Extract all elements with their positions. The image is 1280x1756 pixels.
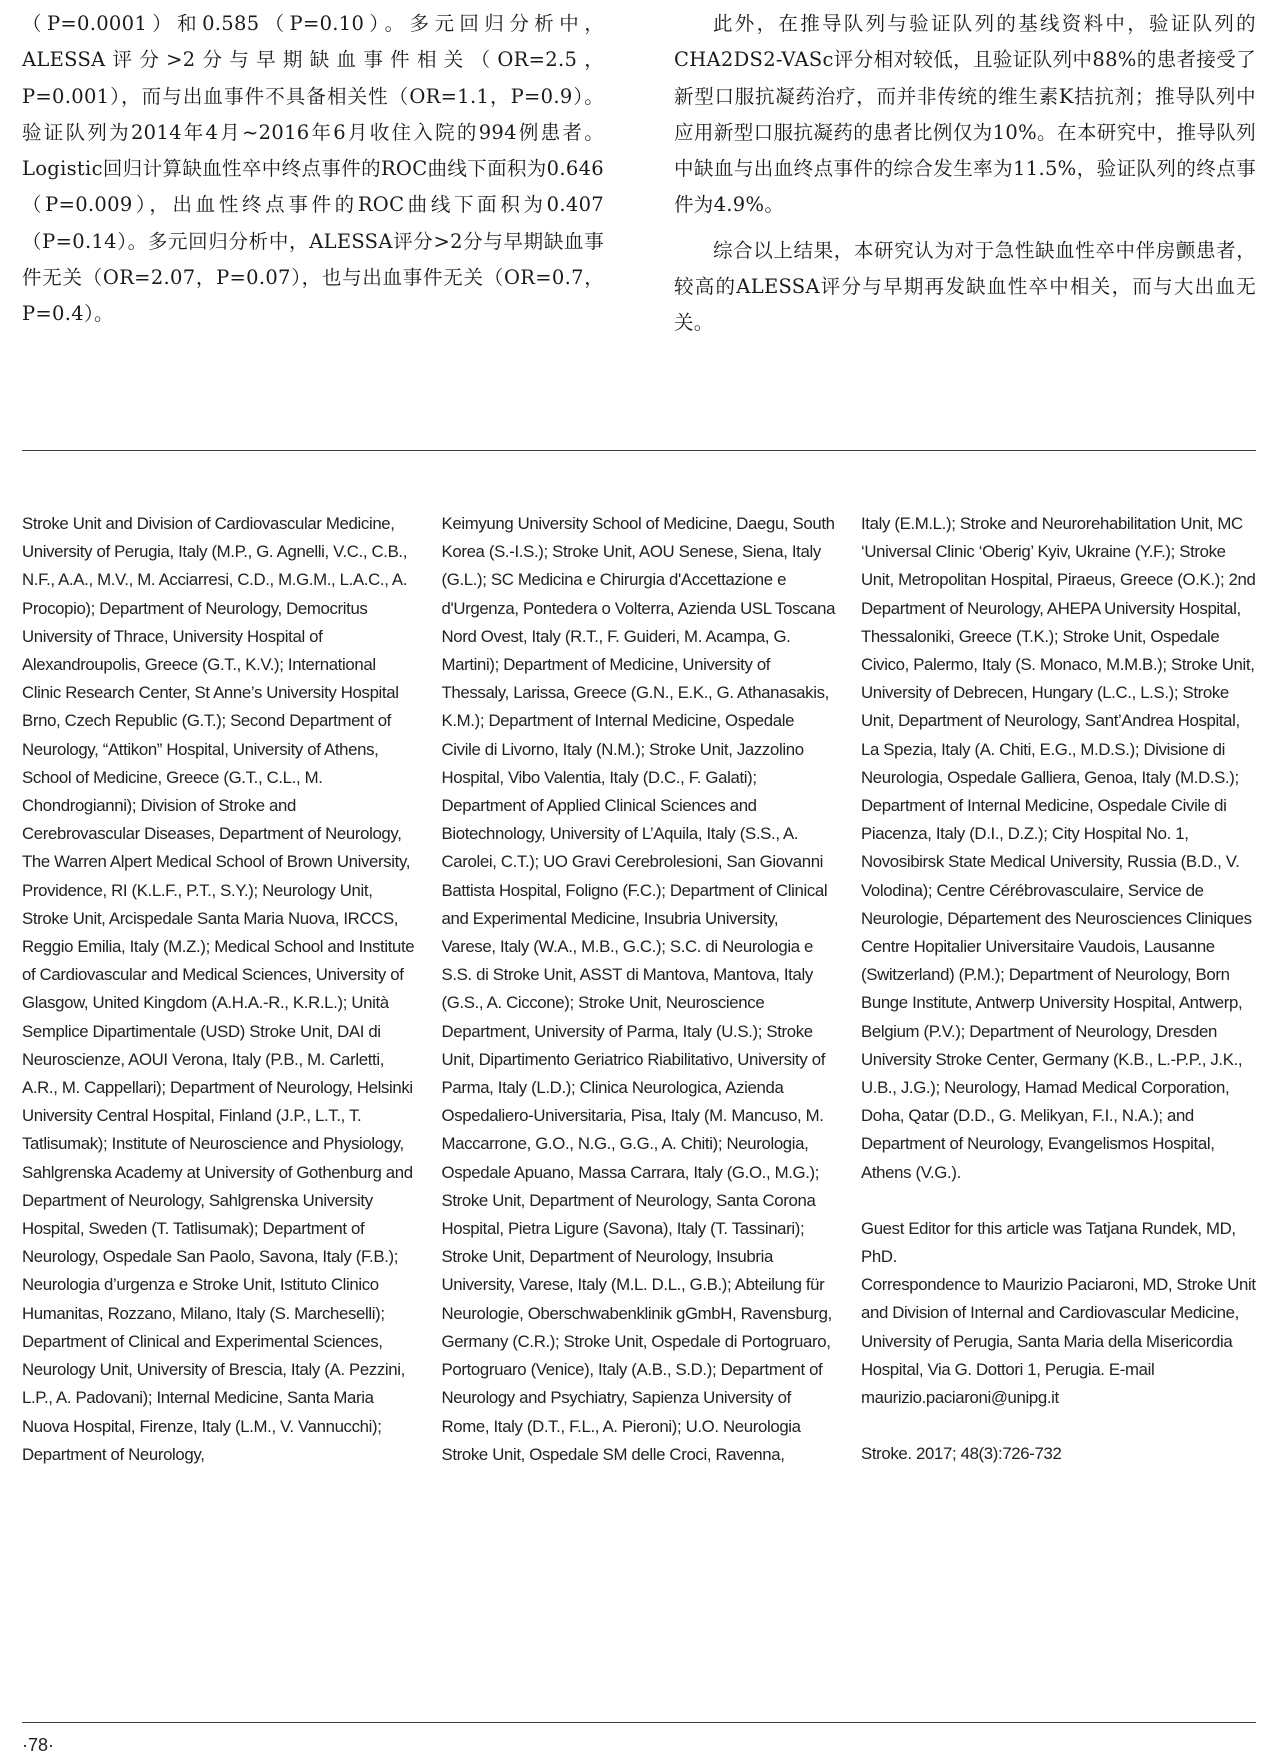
affiliations-column-3 bbox=[861, 510, 1256, 1469]
affiliation-text: Keimyung University School of Medicine, Daegu, South Korea (S.-I.S.); Stroke Unit, AOU Senese, Siena, Italy (G.L.); SC Medicina e Chirurgia d'Accettazione e d'Urgenza, Pontedera o Volterra, Azienda USL Toscana Nord Ovest, Italy (R.T., F. Guideri, M. Acampa, G. Martini); Department of Medicine, University of Thessaly, Larissa, Greece (G.N., E.K., G. Athanasakis, K.M.); Department of Internal Medicine, Ospedale Civile di Livorno, Italy (N.M.); Stroke Unit, Jazzolino Hospital, Vibo Valentia, Italy (D.C., F. Galati); Department of Applied Clinical Sciences and Biotechnology, University of L’Aquila, Italy (S.S., A. Carolei, C.T.); UO Gravi Cerebrolesioni, San Giovanni Battista Hospital, Foligno (F.C.); Department of Clinical and Experimental Medicine, Insubria University, Varese, Italy (W.A., M.B., G.C.); S.C. di Neurologia e S.S. di Stroke Unit, ASST di Mantova, Mantova, Italy (G.S., A. Ciccone); Stroke Unit, Neuroscience Department, University of Parma, Italy (U.S.); Stroke Unit, Dipartimento Geriatrico Riabilitativo, University of Parma, Italy (L.D.); Clinica Neurologica, Azienda Ospedaliero-Universitaria, Pisa, Italy (M. Mancuso, M. Maccarrone, G.O., N.G., G.G., A. Chiti); Neurologia, Ospedale Apuano, Massa Carrara, Italy (G.O., M.G.); Stroke Unit, Department of Neurology, Santa Corona Hospital, Pietra Ligure (Savona), Italy (T. Tassinari); Stroke Unit, Department of Neurology, Insubria University, Varese, Italy (M.L. D.L., G.B.); Abteilung für Neurologie, Oberschwabenklinik gGmbH, Ravensburg, Germany (C.R.); Stroke Unit, Ospedale di Portogruaro, Portogruaro (Venice), Italy (A.B., S.D.); Department of Neurology and Psychiatry, Sapienza University of Rome, Italy (D.T., F.L., A. Pieroni); U.O. Neurologia Stroke Unit, Ospedale SM delle Croci, Ravenna, bbox=[441, 514, 836, 1464]
section-divider bbox=[22, 450, 1256, 451]
chinese-right-column bbox=[674, 6, 1256, 342]
affiliation-text: Italy (E.M.L.); Stroke and Neurorehabilitation Unit, MC ‘Universal Clinic ‘Oberig’ Kyiv, Ukraine (Y.F.); Stroke Unit, Metropolitan Hospital, Piraeus, Greece (O.K.); 2nd Department of Neurology, AHEPA University Hospital, Thessaloniki, Greece (T.K.); Stroke Unit, Ospedale Civico, Palermo, Italy (S. Monaco, M.M.B.); Stroke Unit, University of Debrecen, Hungary (L.C., L.S.); Stroke Unit, Department of Neurology, Sant’Andrea Hospital, La Spezia, Italy (A. Chiti, E.G., M.D.S.); Divisione di Neurologia, Ospedale Galliera, Genoa, Italy (M.D.S.); Department of Internal Medicine, Ospedale Civile di Piacenza, Italy (D.I., D.Z.); City Hospital No. 1, Novosibirsk State Medical University, Russia (B.D., V. Volodina); Centre Cérébrovasculaire, Service de Neurologie, Département des Neurosciences Cliniques Centre Hopitalier Universitaire Vaudois, Lausanne (Switzerland) (P.M.); Department of Neurology, Born Bunge Institute, Antwerp University Hospital, Antwerp, Belgium (P.V.); Department of Neurology, Dresden University Stroke Center, Germany (K.B., L.-P.P., J.K., U.B., J.G.); Neurology, Hamad Medical Corporation, Doha, Qatar (D.D., G. Melikyan, F.I., N.A.); and Department of Neurology, Evangelismos Hospital, Athens (V.G.). bbox=[861, 514, 1256, 1182]
chinese-paragraph: 此外，在推导队列与验证队列的基线资料中，验证队列的CHA2DS2-VASc评分相对较低，且验证队列中88%的患者接受了新型口服抗凝药治疗，而并非传统的维生素K拮抗剂；推导队列中应用新型口服抗凝药的患者比例仅为10%。在本研究中，推导队列中缺血与出血终点事件的综合发生率为11.5%，验证队列的终点事件为4.9%。 bbox=[674, 12, 1256, 217]
affiliations-block bbox=[22, 510, 1256, 1469]
affiliations-column-1 bbox=[22, 510, 417, 1469]
guest-editor-note: Guest Editor for this article was Tatjana Rundek, MD, PhD. bbox=[861, 1218, 1236, 1267]
citation: Stroke. 2017; 48(3):726-732 bbox=[861, 1444, 1062, 1464]
footer-divider bbox=[22, 1722, 1256, 1723]
correspondence-note: Correspondence to Maurizio Paciaroni, MD, Stroke Unit and Division of Internal and Cardiovascular Medicine, University of Perugia, Santa Maria della Misericordia Hospital, Via G. Dottori 1, Perugia. E-mail maurizio.paciaroni@unipg.it bbox=[861, 1275, 1256, 1408]
page-number: ·78· bbox=[22, 1735, 55, 1755]
affiliation-text: Stroke Unit and Division of Cardiovascular Medicine, University of Perugia, Italy (M.P., G. Agnelli, V.C., C.B., N.F., A.A., M.V., M. Acciarresi, C.D., M.G.M., L.A.C., A. Procopio); Department of Neurology, Democritus University of Thrace, University Hospital of Alexandroupolis, Greece (G.T., K.V.); International Clinic Research Center, St Anne’s University Hospital Brno, Czech Republic (G.T.); Second Department of Neurology, “Attikon” Hospital, University of Athens, School of Medicine, Greece (G.T., C.L., M. Chondrogianni); Division of Stroke and Cerebrovascular Diseases, Department of Neurology, The Warren Alpert Medical School of Brown University, Providence, RI (K.L.F., P.T., S.Y.); Neurology Unit, Stroke Unit, Arcispedale Santa Maria Nuova, IRCCS, Reggio Emilia, Italy (M.Z.); Medical School and Institute of Cardiovascular and Medical Sciences, University of Glasgow, United Kingdom (A.H.A.-R., K.R.L.); Unità Semplice Dipartimentale (USD) Stroke Unit, DAI di Neuroscienze, AOUI Verona, Italy (P.B., M. Carletti, A.R., M. Cappellari); Department of Neurology, Helsinki University Central Hospital, Finland (J.P., L.T., T. Tatlisumak); Institute of Neuroscience and Physiology, Sahlgrenska Academy at University of Gothenburg and Department of Neurology, Sahlgrenska University Hospital, Sweden (T. Tatlisumak); Department of Neurology, Ospedale San Paolo, Savona, Italy (F.B.); Neurologia d’urgenza e Stroke Unit, Istituto Clinico Humanitas, Rozzano, Milano, Italy (S. Marcheselli); Department of Clinical and Experimental Sciences, Neurology Unit, University of Brescia, Italy (A. Pezzini, L.P., A. Padovani); Internal Medicine, Santa Maria Nuova Hospital, Firenze, Italy (L.M., V. Vannucchi); Department of Neurology, bbox=[22, 514, 415, 1464]
affiliations-column-2 bbox=[442, 510, 837, 1469]
chinese-paragraph: 综合以上结果，本研究认为对于急性缺血性卒中伴房颤患者，较高的ALESSA评分与早期再发缺血性卒中相关，而与大出血无关。 bbox=[674, 238, 1256, 335]
chinese-paragraph: （P=0.0001）和0.585（P=0.10）。多元回归分析中，ALESSA评分>2分与早期缺血事件相关（OR=2.5，P=0.001），而与出血事件不具备相关性（OR=1.1，P=0.9）。验证队列为2014年4月~2016年6月收住入院的994例患者。Logistic回归计算缺血性卒中终点事件的ROC曲线下面积为0.646（P=0.009），出血性终点事件的ROC曲线下面积为0.407（P=0.14）。多元回归分析中，ALESSA评分>2分与早期缺血事件无关（OR=2.07，P=0.07），也与出血事件无关（OR=0.7，P=0.4）。 bbox=[22, 12, 604, 326]
chinese-body bbox=[22, 6, 1256, 342]
chinese-left-column bbox=[22, 6, 604, 342]
